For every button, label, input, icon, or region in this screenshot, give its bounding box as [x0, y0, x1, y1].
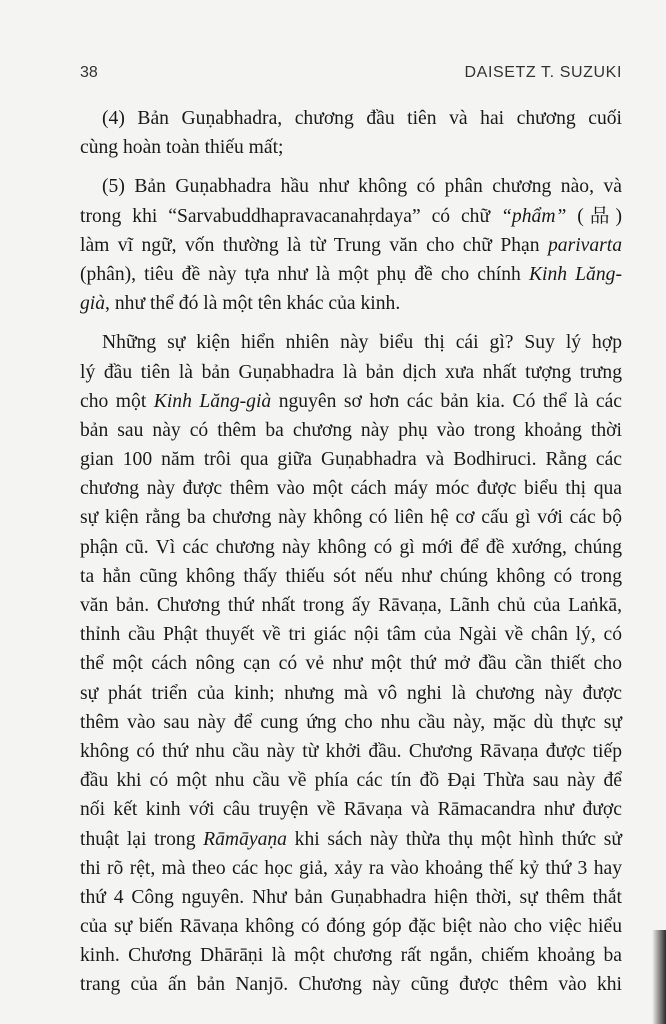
text-line [80, 854, 622, 883]
text-line [80, 941, 622, 970]
text-line [80, 591, 622, 620]
text-run: trang của ấn bản Nanjō. Chương này cũng được thêm vào khi [80, 974, 622, 996]
text-line [80, 133, 622, 162]
text-run: làm vĩ ngữ, vốn thường là từ Trung văn cho chữ Phạn [80, 234, 548, 256]
text-run: (5) Bản Guṇabhadra hầu như không có phân chương nào, và [102, 176, 622, 198]
text-run: chương này được thêm vào một cách máy móc được biểu thị qua [80, 478, 622, 500]
text-run: thuật lại trong [80, 828, 204, 850]
italic-text: Kinh Lăng-già [153, 390, 272, 412]
text-run: (4) Bản Guṇabhadra, chương đầu tiên và hai chương cuối [102, 108, 622, 129]
page-edge-shadow [652, 930, 666, 1024]
text-line [80, 445, 622, 474]
text-run: khi sách này thừa thụ một hình thức sử [286, 828, 622, 850]
text-line [80, 795, 622, 824]
paragraph [80, 172, 622, 318]
text-run: thứ 4 Công nguyên. Như bản Guṇabhadra hiện thời, sự thêm thắt [80, 886, 622, 908]
text-run: cho một [80, 390, 154, 412]
text-line [80, 708, 622, 737]
text-run: đầu khi có một nhu cầu về phía các tín đồ Đại Thừa sau này để [80, 770, 622, 792]
text-run: , như thể đó là một tên khác của kinh. [105, 293, 401, 315]
text-line [80, 416, 622, 445]
text-run: (phân), tiêu đề này tựa như là một phụ đề cho chính [80, 263, 529, 285]
text-run: thi rõ rệt, mà theo các học giả, xảy ra vào khoảng thế kỷ thứ 3 hay [80, 857, 622, 879]
text-run: Những sự kiện hiển nhiên này biểu thị cái gì? Suy lý hợp [102, 332, 622, 354]
text-line [80, 328, 622, 357]
text-line [80, 620, 622, 649]
text-run: trong khi “Sarvabuddhapravacanahṛdaya” có chữ [80, 205, 502, 227]
text-run: thể một cách nông cạn có vẻ như một thứ mở đầu cần thiết cho [80, 653, 622, 675]
text-run: lý đầu tiên là bản Guṇabhadra là bản dịch xưa nhất tượng trưng [80, 361, 622, 383]
text-line [80, 260, 622, 289]
text-line [80, 387, 622, 416]
text-line [80, 533, 622, 562]
text-run: văn bản. Chương thứ nhất trong ấy Rāvaṇa, Lãnh chủ của Laṅkā, [80, 595, 622, 616]
text-run: nối kết kinh với câu truyện về Rāvaṇa và Rāmacandra như được [80, 799, 622, 821]
text-line [80, 474, 622, 503]
text-run: thỉnh cầu Phật thuyết về tri giác nội tâm của Ngài về chân lý, có [80, 624, 622, 646]
italic-text: “phẩm” [501, 205, 567, 227]
text-run: sự phát triển của kinh; nhưng mà vô nghi là chương này được [80, 682, 622, 704]
text-run: phận cũ. Vì các chương này không có gì mới để đề xướng, chúng [80, 536, 622, 558]
text-line [80, 289, 622, 318]
paragraph-gap [80, 318, 622, 328]
page-body [80, 104, 622, 1000]
text-run: (品) [566, 205, 622, 227]
paragraph [80, 328, 622, 999]
text-line [80, 503, 622, 532]
text-line [80, 649, 622, 678]
text-run: kinh. Chương Dhārāṇi là một chương rất ngắn, chiếm khoảng ba [80, 945, 622, 967]
italic-text: già [80, 293, 106, 315]
text-line [80, 970, 622, 999]
text-line [80, 202, 622, 231]
text-run: thêm vào sau này để cung ứng cho nhu cầu này, mặc dù thực sự [80, 711, 622, 733]
text-line [80, 912, 622, 941]
text-line [80, 737, 622, 766]
italic-text: Rāmāyaṇa [203, 828, 287, 850]
text-run: ta hẳn cũng không thấy thiếu sót nếu như chúng không có trong [80, 565, 622, 587]
text-run: không có thứ nhu cầu này từ khởi đầu. Chương Rāvaṇa được tiếp [80, 740, 622, 762]
text-line [80, 358, 622, 387]
text-run: gian 100 năm trôi qua giữa Guṇabhadra và Bodhiruci. Rằng các [80, 449, 622, 471]
paragraph [80, 104, 622, 162]
text-line [80, 562, 622, 591]
text-run: nguyên sơ hơn các bản kia. Có thể là các [271, 390, 623, 412]
text-run: sự kiện rằng ba chương này không có liên hệ cơ cấu gì với các bộ [80, 507, 622, 529]
text-line [80, 883, 622, 912]
text-line [80, 679, 622, 708]
text-run: của sự biến Rāvaṇa không có đóng góp đặc biệt nào cho việc hiểu [80, 916, 622, 938]
page-number: 38 [80, 64, 98, 81]
italic-text: Kinh Lăng- [528, 263, 622, 285]
text-line [80, 766, 622, 795]
text-line [80, 231, 622, 260]
text-run: bản sau này có thêm ba chương này phụ vào trong khoảng thời [80, 419, 622, 441]
running-header-author: DAISETZ T. SUZUKI [464, 64, 622, 81]
text-line [80, 825, 622, 854]
paragraph-gap [80, 162, 622, 172]
text-line [80, 172, 622, 201]
text-run: cùng hoàn toàn thiếu mất; [80, 137, 284, 159]
italic-text: parivarta [547, 234, 622, 256]
text-line [80, 104, 622, 133]
